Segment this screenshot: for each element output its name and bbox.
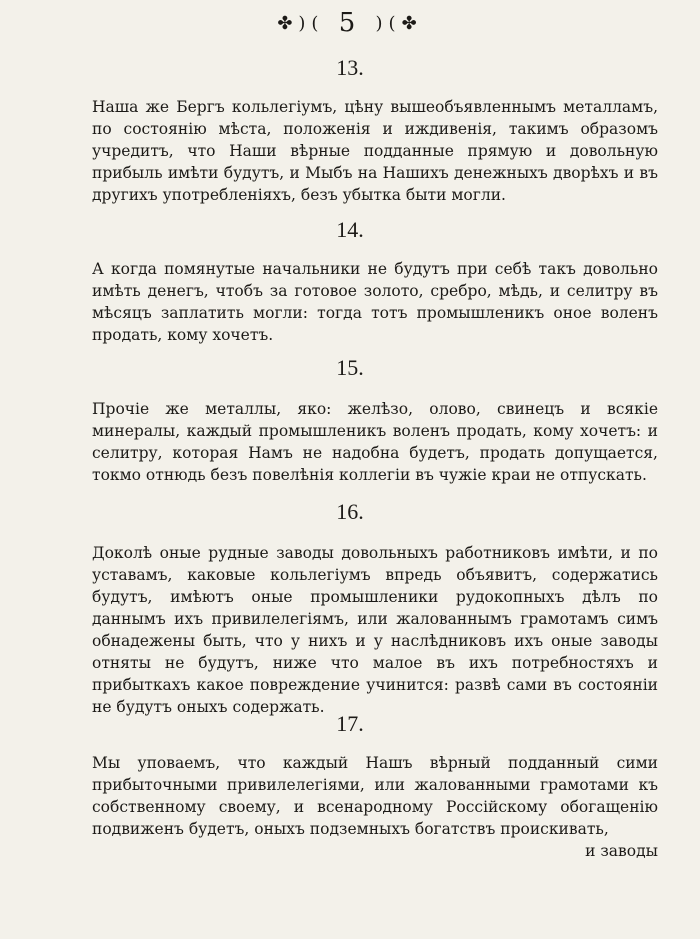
section-text: А когда помянутые начальники не будутъ при себѣ такъ довольно имѣть денегъ, чтобъ за готовое золото, сребро, мѣдь, и селитру въ мѣсяцъ заплатить могли: тогда тотъ промышленикъ оное воленъ продать, кому хочетъ. bbox=[92, 260, 658, 344]
section-number: 17. bbox=[336, 711, 364, 736]
ornament-right-icon: )(✤ bbox=[375, 13, 423, 34]
section-number: 13. bbox=[336, 55, 364, 80]
page-header bbox=[0, 6, 700, 40]
section-number: 14. bbox=[336, 217, 364, 242]
ornament-left-icon: ✤)( bbox=[277, 13, 325, 34]
section-text: Прочіе же металлы, яко: желѣзо, олово, свинецъ и всякіе минералы, каждый промышленикъ воленъ продать, кому хочетъ: и селитру, которая Намъ не надобна будетъ, продать допущается, токмо отнюдь безъ повелѣнія коллегіи въ чужіе краи не отпускать. bbox=[92, 400, 658, 484]
section-number: 16. bbox=[336, 499, 364, 524]
section-text: Наша же Бергъ кольлегіумъ, цѣну вышеобъявленнымъ металламъ, по состоянію мѣста, положенія и иждивенія, такимъ образомъ учредитъ, что Наши вѣрные подданные прямую и довольную прибыль имѣти будутъ, и Мыбъ на Нашихъ денежныхъ дворѣхъ и въ другихъ употребленіяхъ, безъ убытка быти могли. bbox=[92, 98, 658, 204]
page-number: 5 bbox=[338, 8, 362, 38]
section-text: Мы уповаемъ, что каждый Нашъ вѣрный подданный сими прибыточными привилелегіями, или жалованными грамотами къ собственному своему, и всенародному Россійскому обогащенію подвиженъ будетъ, оныхъ подземныхъ богатствъ проискивать, bbox=[92, 754, 658, 838]
section-number: 15. bbox=[336, 355, 364, 380]
catchword: и заводы bbox=[585, 842, 658, 860]
section-text: Доколѣ оные рудные заводы довольныхъ работниковъ имѣти, и по уставамъ, каковые кольлегіумъ впредь объявитъ, содержатись будутъ, имѣютъ оные промышленики рудокопныхъ дѣлъ по даннымъ ихъ привилелегіямъ, или жалованнымъ грамотамъ симъ обнадежены быть, что у нихъ и у наслѣдниковъ ихъ оные заводы отняты не будутъ, ниже что малое въ ихъ потребностяхъ и прибыткахъ какое повреждение учинится: развѣ сами въ состояніи не будутъ оныхъ содержать. bbox=[92, 544, 658, 716]
